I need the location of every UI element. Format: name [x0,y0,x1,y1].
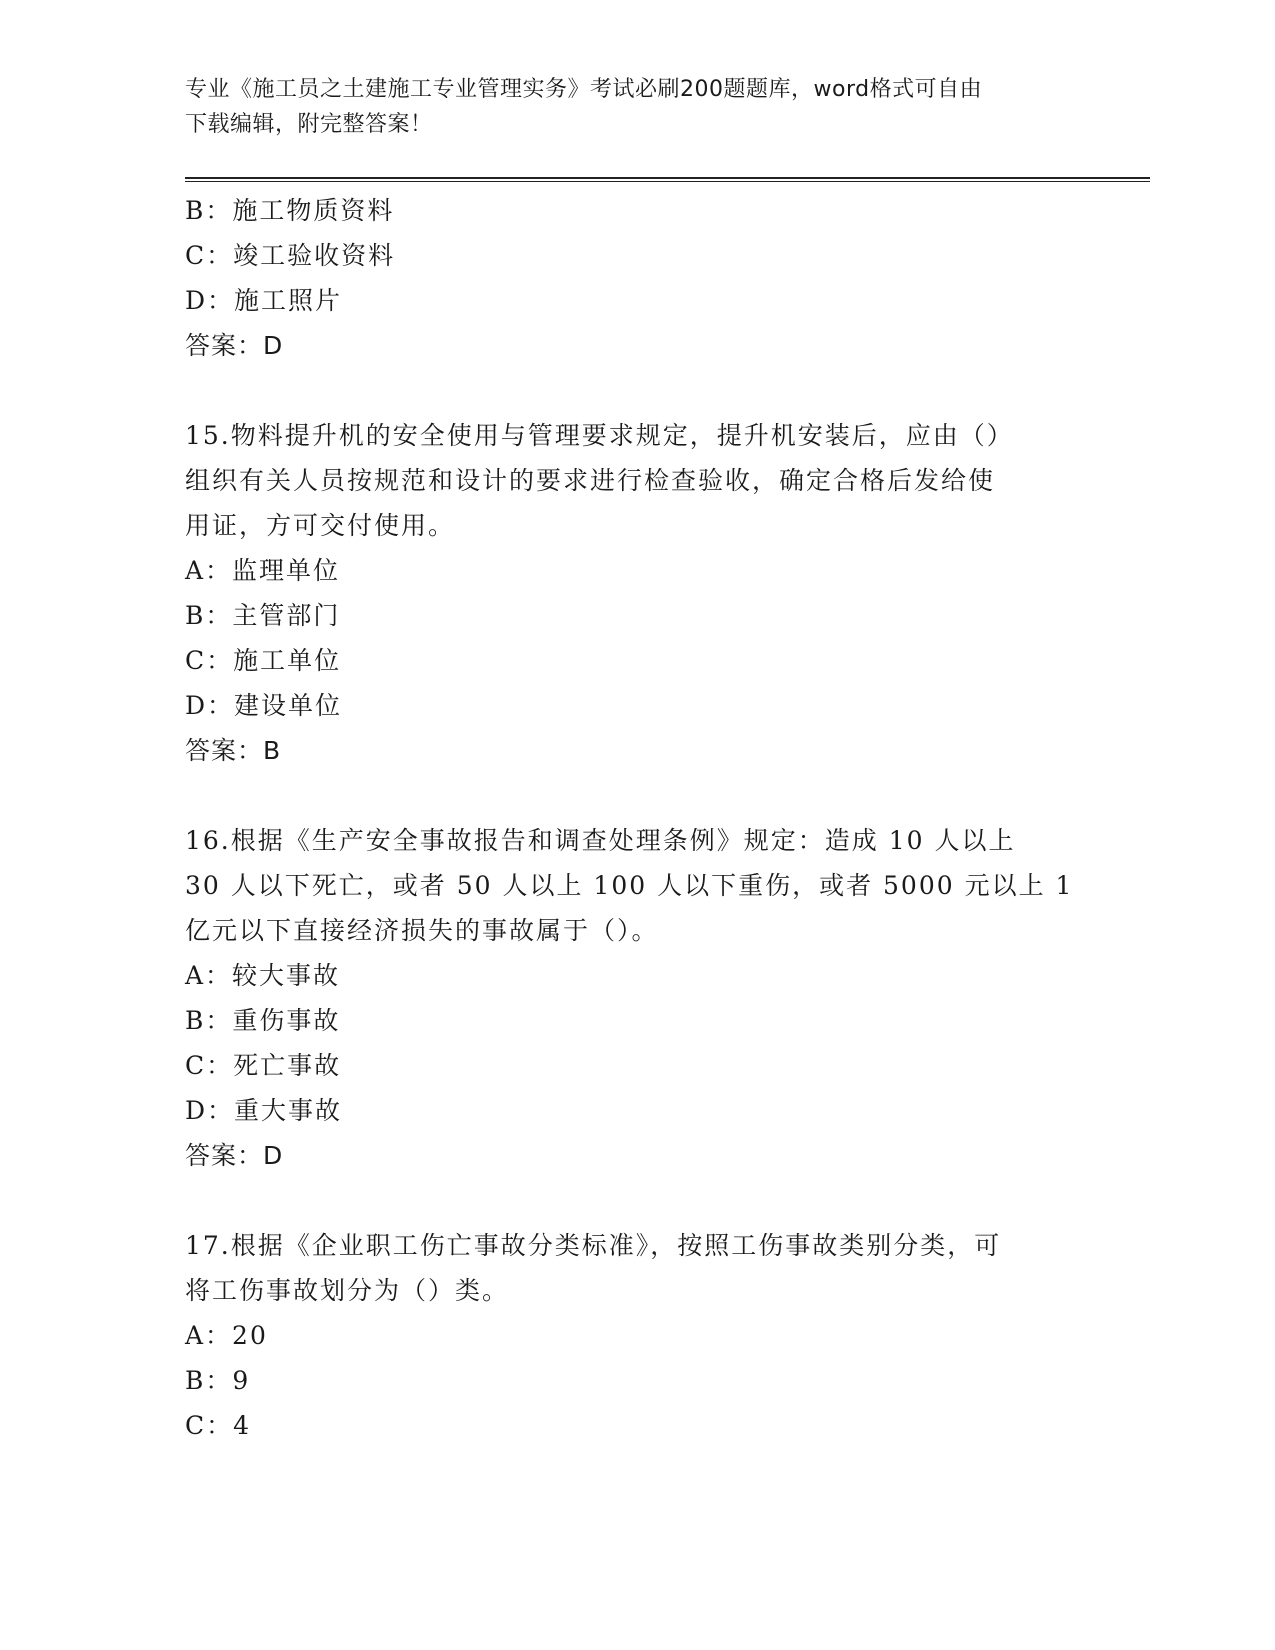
question-14-tail [185,188,1065,368]
option-b: B：主管部门 [185,601,341,630]
question-17 [185,1223,1065,1448]
question-stem: 组织有关人员按规范和设计的要求进行检查验收，确定合格后发给使 [185,466,996,495]
document-header [185,72,1065,142]
answer-line: 答案：D [185,331,284,360]
option-b: B：施工物质资料 [185,196,395,225]
header-line-2: 下载编辑，附完整答案！ [185,112,433,137]
spacer [185,773,1065,818]
option-a: A：监理单位 [185,556,341,585]
option-b: B：重伤事故 [185,1006,341,1035]
option-c: C：竣工验收资料 [185,241,396,270]
option-d: D：建设单位 [185,691,343,720]
question-15 [185,413,1065,773]
option-d: D：施工照片 [185,286,343,315]
question-content [185,188,1074,1448]
question-stem: 将工伤事故划分为（）类。 [185,1276,510,1305]
question-stem: 30 人以下死亡，或者 50 人以上 100 人以下重伤，或者 5000 元以上 1 [185,871,1074,900]
answer-line: 答案：B [185,736,282,765]
question-stem: 16.根据《生产安全事故报告和调查处理条例》规定：造成 10 人以上 [185,826,1016,855]
question-stem: 亿元以下直接经济损失的事故属于（）。 [185,916,659,945]
option-d: D：重大事故 [185,1096,343,1125]
question-stem: 15.物料提升机的安全使用与管理要求规定，提升机安装后，应由（） [185,421,1014,450]
header-rule-thick [185,177,1150,179]
question-stem: 17.根据《企业职工伤亡事故分类标准》，按照工伤事故类别分类，可 [185,1231,1002,1260]
option-a: A：20 [185,1321,268,1350]
spacer [185,368,1065,413]
spacer [185,1178,1065,1223]
option-c: C：死亡事故 [185,1051,342,1080]
option-a: A：较大事故 [185,961,341,990]
question-16 [185,818,1074,1178]
question-stem: 用证，方可交付使用。 [185,511,456,540]
option-c: C：4 [185,1411,252,1440]
option-b: B：9 [185,1366,251,1395]
option-c: C：施工单位 [185,646,342,675]
answer-line: 答案：D [185,1141,284,1170]
header-rule-thin [185,181,1150,182]
header-line-1: 专业《施工员之土建施工专业管理实务》考试必刷200题题库，word格式可自由 [185,77,983,102]
